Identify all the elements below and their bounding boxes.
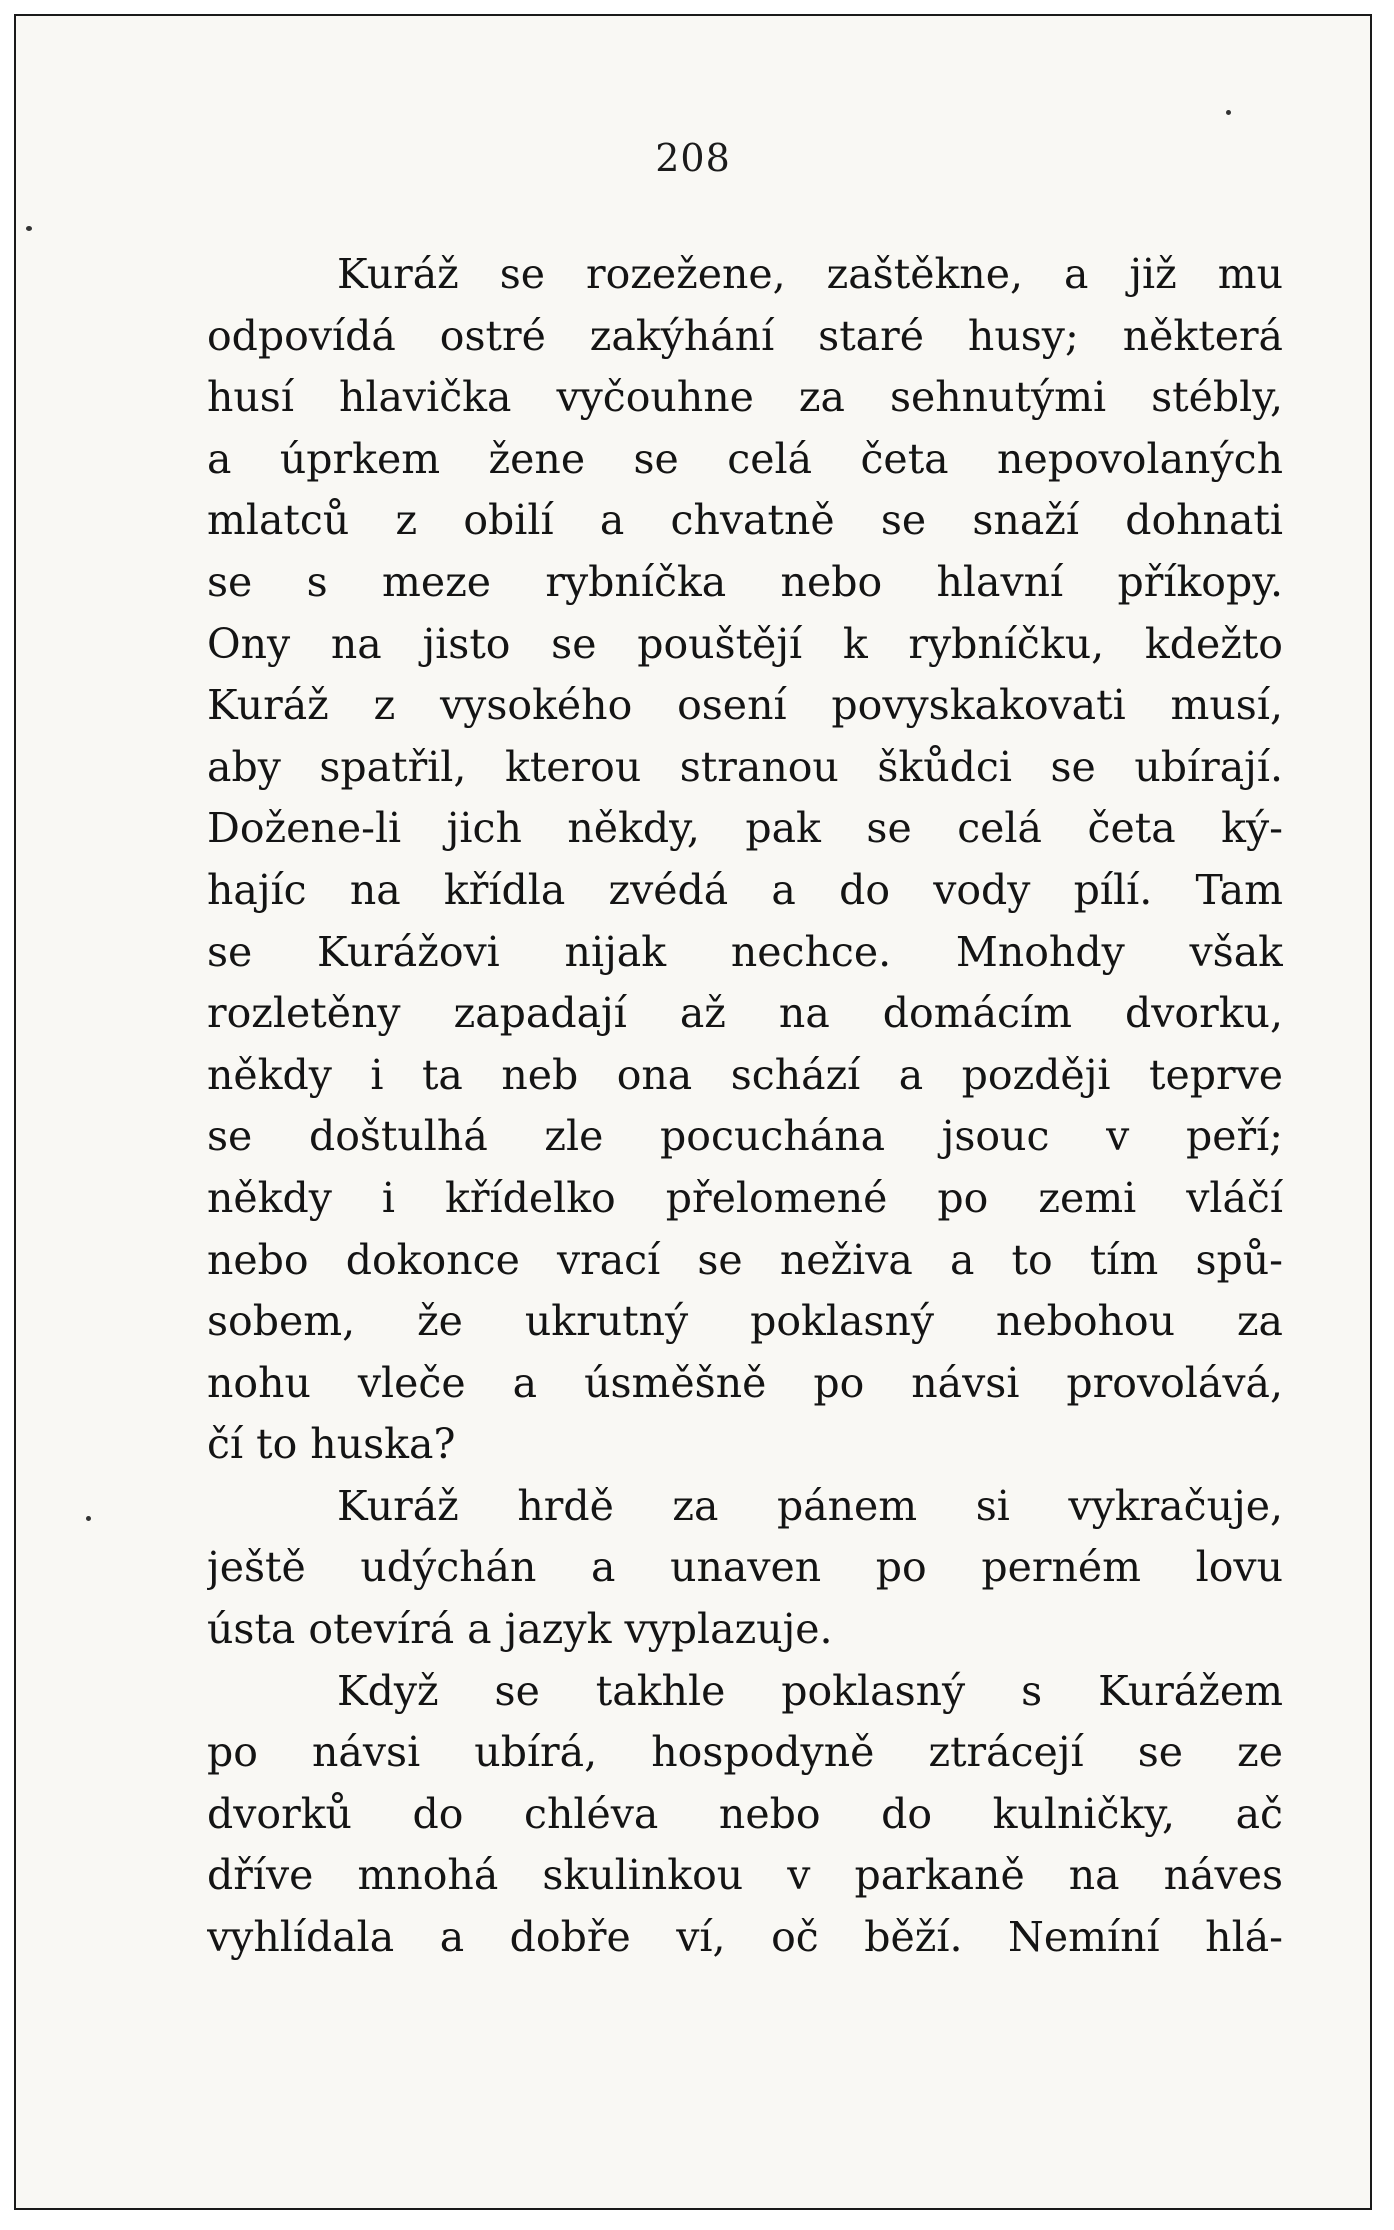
- text-line: někdy i křídelko přelomené po zemi vláčí: [207, 1173, 1283, 1222]
- text-line: se Kurážovi nijak nechce. Mnohdy však: [207, 927, 1283, 976]
- body-text: [207, 244, 1283, 1969]
- text-line: ústa otevírá a jazyk vyplazuje.: [207, 1605, 833, 1654]
- book-page: [14, 14, 1372, 2210]
- text-line: vyhlídala a dobře ví, oč běží. Nemíní hlá-: [207, 1913, 1283, 1962]
- text-line: aby spatřil, kterou stranou škůdci se ubírají.: [207, 742, 1283, 791]
- text-line: Kuráž hrdě za pánem si vykračuje,: [337, 1481, 1283, 1530]
- text-line: sobem, že ukrutný poklasný nebohou za: [207, 1297, 1283, 1346]
- text-line: Kuráž se rozežene, zaštěkne, a již mu: [337, 250, 1283, 298]
- text-line: Dožene-li jich někdy, pak se celá četa ký-: [207, 804, 1283, 853]
- text-line: hajíc na křídla zvédá a do vody pílí. Tam: [207, 865, 1283, 914]
- text-line: se s meze rybníčka nebo hlavní příkopy.: [207, 557, 1283, 606]
- text-line: čí to huska?: [207, 1420, 456, 1469]
- text-line: odpovídá ostré zakýhání staré husy; některá: [207, 311, 1283, 360]
- text-line: nebo dokonce vrací se neživa a to tím spů-: [207, 1235, 1283, 1284]
- text-line: Kuráž z vysokého osení povyskakovati musí,: [207, 681, 1283, 730]
- text-line: dvorků do chléva nebo do kulničky, ač: [207, 1789, 1283, 1838]
- text-line: nohu vleče a úsměšně po návsi provolává,: [207, 1358, 1283, 1407]
- text-line: se doštulhá zle pocuchána jsouc v peří;: [207, 1112, 1283, 1161]
- text-line: Když se takhle poklasný s Kurážem: [337, 1666, 1283, 1715]
- text-line: Ony na jisto se pouštějí k rybníčku, kdežto: [207, 619, 1283, 668]
- text-line: ještě udýchán a unaven po perném lovu: [207, 1543, 1283, 1592]
- text-line: a úprkem žene se celá četa nepovolaných: [207, 434, 1283, 483]
- scan-speck: [26, 226, 32, 231]
- text-line: někdy i ta neb ona schází a později teprve: [207, 1050, 1283, 1099]
- text-line: husí hlavička vyčouhne za sehnutými stébly,: [207, 373, 1283, 422]
- page-number: 208: [655, 136, 731, 180]
- text-line: dříve mnohá skulinkou v parkaně na náves: [207, 1851, 1283, 1900]
- scan-speck: [86, 1516, 91, 1521]
- text-line: rozletěny zapadají až na domácím dvorku,: [207, 989, 1283, 1038]
- text-line: po návsi ubírá, hospodyně ztrácejí se ze: [207, 1728, 1283, 1777]
- scan-speck: [1226, 110, 1231, 115]
- text-line: mlatců z obilí a chvatně se snaží dohnati: [207, 496, 1283, 545]
